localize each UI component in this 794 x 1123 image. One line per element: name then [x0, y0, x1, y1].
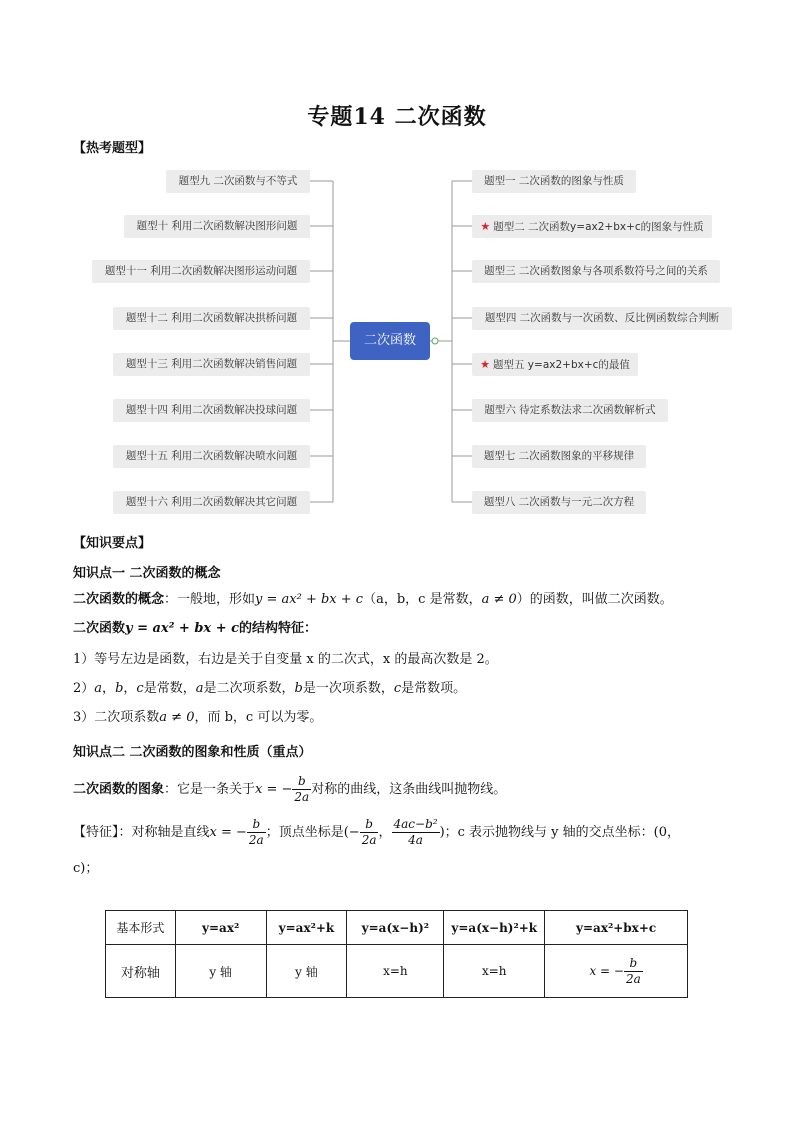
k2-feature-text1: ：对称轴是直线	[118, 825, 210, 840]
k1-item2-sep: ，	[102, 681, 116, 696]
mindmap-center-node[interactable]: 二次函数	[350, 322, 430, 360]
frac-numerator: b	[629, 955, 638, 970]
mindmap-node-8[interactable]: 题型八 二次函数与一元二次方程	[472, 491, 646, 514]
hot-topics-label: 【热考题型】	[73, 141, 152, 156]
forms-table	[105, 910, 688, 998]
k1-item3-tail: ，而 b，c 可以为零。	[194, 710, 323, 725]
k1-item2-c: c	[393, 681, 402, 696]
table-cell: y=a(x−h)²+k	[444, 911, 545, 945]
frac-numerator: b	[297, 774, 306, 788]
frac-numerator: 4ac−b²	[393, 817, 438, 831]
table-cell: x=h	[444, 945, 545, 998]
frac-denominator: 2a	[361, 833, 377, 847]
mindmap-node-3[interactable]: 题型三 二次函数图象与各项系数符号之间的关系	[472, 260, 720, 283]
k1-struct-formula: y = ax² + bx + c	[125, 621, 240, 636]
k1-concept-cond-math: a ≠ 0	[481, 592, 517, 607]
table-cell: x=h	[347, 945, 444, 998]
mindmap-node-2-label: 题型二 二次函数y=ax2+bx+c的图象与性质	[493, 221, 704, 233]
mindmap-node-2[interactable]	[472, 215, 712, 238]
frac-denominator: 2a	[248, 833, 264, 847]
table-cell: y=a(x−h)²	[347, 911, 444, 945]
table-row	[106, 945, 688, 998]
knowledge-label: 【知识要点】	[73, 536, 152, 551]
k1-item2-b: b	[115, 681, 124, 696]
k1-item2-b: b	[294, 681, 303, 696]
k2-heading: 知识点二 二次函数的图象和性质（重点）	[73, 745, 312, 760]
mindmap-node-5-label: 题型五 y=ax2+bx+c的最值	[492, 359, 630, 371]
table-cell: y=ax²	[175, 911, 266, 945]
table-cell: y 轴	[175, 945, 266, 998]
table-axis-lhs: x = −	[589, 963, 624, 978]
k2-feature-axis-fraction	[247, 817, 266, 848]
k1-item2-sep: ，	[123, 681, 137, 696]
k2-feature-comma: ，	[378, 825, 392, 840]
table-axis-fraction	[624, 956, 643, 987]
k1-item2	[73, 680, 466, 698]
k2-feature-text3: )；c 表示抛物线与 y 轴的交点坐标：(0，	[439, 825, 680, 840]
k2-feature-label: 【特征】	[73, 825, 119, 840]
k1-item2-t2: 是二次项系数，	[203, 681, 295, 696]
k1-item2-c: c	[136, 681, 144, 696]
table-cell: y=ax²+bx+c	[545, 911, 688, 945]
mindmap-node-14[interactable]: 题型十四 利用二次函数解决投球问题	[113, 399, 310, 422]
k2-graph-text: ：它是一条关于	[164, 782, 256, 797]
table-cell: 对称轴	[106, 945, 176, 998]
mindmap-node-13[interactable]: 题型十三 利用二次函数解决销售问题	[113, 353, 310, 376]
k1-item2-t4: 是常数项。	[401, 681, 467, 696]
star-icon: ★	[480, 358, 490, 371]
k1-item3-prefix: 3）二次项系数	[73, 710, 160, 725]
mindmap-node-5[interactable]	[472, 353, 638, 376]
k1-concept-text: ：一般地，形如	[164, 592, 256, 607]
mindmap-node-15[interactable]: 题型十五 利用二次函数解决喷水问题	[113, 445, 310, 468]
table-header-row	[106, 911, 688, 945]
k1-concept-cond: （a，b，c 是常数，	[363, 592, 482, 607]
k1-item2-a: a	[195, 681, 204, 696]
star-icon: ★	[480, 220, 491, 233]
connector-dot	[432, 338, 438, 344]
k1-item3-math: a ≠ 0	[159, 710, 195, 725]
k2-graph-lead: 二次函数的图象	[73, 782, 165, 797]
k2-feature-text2: ；顶点坐标是(−	[265, 825, 360, 840]
mindmap-node-1[interactable]: 题型一 二次函数的图象与性质	[472, 170, 636, 193]
k2-axis-lhs: x = −	[255, 782, 293, 797]
table-cell	[545, 945, 688, 998]
k1-struct-line	[73, 620, 317, 638]
k2-vertex-y-fraction	[392, 817, 440, 848]
k1-item3	[73, 709, 322, 727]
k1-item2-t3: 是一次项系数，	[302, 681, 394, 696]
k2-feature-line-2: c)；	[73, 861, 99, 876]
page-title: 专题14 二次函数	[307, 104, 487, 130]
frac-denominator: 2a	[625, 971, 641, 986]
mindmap-node-4[interactable]: 题型四 二次函数与一次函数、反比例函数综合判断	[472, 307, 732, 330]
k1-concept-formula: y = ax² + bx + c	[255, 592, 364, 607]
k1-item1: 1）等号左边是函数，右边是关于自变量 x 的二次式，x 的最高次数是 2。	[73, 652, 498, 667]
frac-numerator: b	[365, 817, 373, 831]
mindmap-node-12[interactable]: 题型十二 利用二次函数解决拱桥问题	[113, 307, 310, 330]
frac-denominator: 4a	[392, 832, 440, 848]
k1-item2-prefix: 2）	[73, 681, 95, 696]
k1-struct-lead: 二次函数	[73, 621, 126, 636]
k1-struct-tail: 的结构特征：	[239, 621, 318, 636]
k1-concept-line	[73, 591, 673, 609]
k2-vertex-x-fraction	[360, 817, 379, 848]
frac-denominator: 2a	[294, 790, 310, 804]
table-cell: y=ax²+k	[266, 911, 347, 945]
mindmap-node-16[interactable]: 题型十六 利用二次函数解决其它问题	[113, 491, 310, 514]
table-cell: y 轴	[266, 945, 347, 998]
k1-concept-tail: ）的函数，叫做二次函数。	[516, 592, 673, 607]
k2-axis-fraction	[292, 774, 311, 805]
table-cell: 基本形式	[106, 911, 176, 945]
k1-item2-t1: 是常数，	[143, 681, 196, 696]
k1-item2-a: a	[94, 681, 103, 696]
mindmap-node-6[interactable]: 题型六 待定系数法求二次函数解析式	[472, 399, 668, 422]
k2-feature-line	[73, 814, 680, 852]
frac-numerator: b	[252, 817, 261, 831]
k2-graph-line	[73, 772, 506, 808]
k1-heading: 知识点一 二次函数的概念	[73, 566, 221, 581]
mindmap-node-10[interactable]: 题型十 利用二次函数解决图形问题	[124, 215, 310, 238]
k2-feature-axis-lhs: x = −	[209, 825, 247, 840]
mindmap-node-11[interactable]: 题型十一 利用二次函数解决图形运动问题	[92, 260, 310, 283]
mindmap-node-9[interactable]: 题型九 二次函数与不等式	[166, 170, 310, 193]
k1-concept-lead: 二次函数的概念	[73, 592, 165, 607]
k2-graph-tail: 对称的曲线，这条曲线叫抛物线。	[311, 782, 507, 797]
mindmap-node-7[interactable]: 题型七 二次函数图象的平移规律	[472, 445, 646, 468]
